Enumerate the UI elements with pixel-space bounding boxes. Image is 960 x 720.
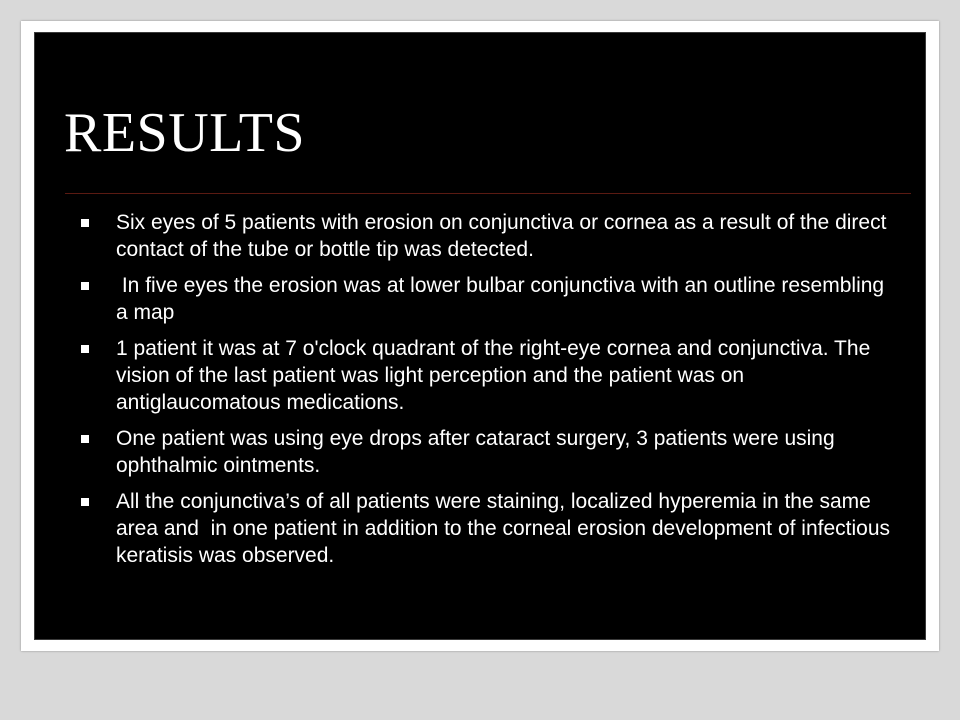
square-bullet-icon [81, 282, 89, 290]
square-bullet-icon [81, 435, 89, 443]
square-bullet-icon [81, 345, 89, 353]
bullet-item [68, 425, 898, 479]
slide-title: RESULTS [64, 102, 306, 164]
bullet-item [68, 335, 898, 416]
slide-frame [21, 21, 939, 651]
bullet-item [68, 488, 898, 569]
bullet-text: Six eyes of 5 patients with erosion on conjunctiva or cornea as a result of the direct contact of the tube or bottle tip was detected. [116, 211, 893, 261]
bullet-text: 1 patient it was at 7 o'clock quadrant of the right-eye cornea and conjunctiva. The vision of the last patient was light perception and the patient was on antiglaucomatous medications. [116, 337, 877, 414]
slide-content [34, 32, 926, 640]
square-bullet-icon [81, 498, 89, 506]
bullet-text: One patient was using eye drops after cataract surgery, 3 patients were using ophthalmic ointments. [116, 427, 841, 477]
bullet-text: In five eyes the erosion was at lower bulbar conjunctiva with an outline resembling a map [116, 274, 890, 324]
bullet-item [68, 209, 898, 263]
bullet-item [68, 272, 898, 326]
bullet-list [68, 209, 898, 578]
bullet-text: All the conjunctiva’s of all patients were staining, localized hyperemia in the same area and in one patient in addition to the corneal erosion development of infectious keratisis was observed. [116, 490, 896, 567]
title-divider [65, 193, 911, 194]
square-bullet-icon [81, 219, 89, 227]
